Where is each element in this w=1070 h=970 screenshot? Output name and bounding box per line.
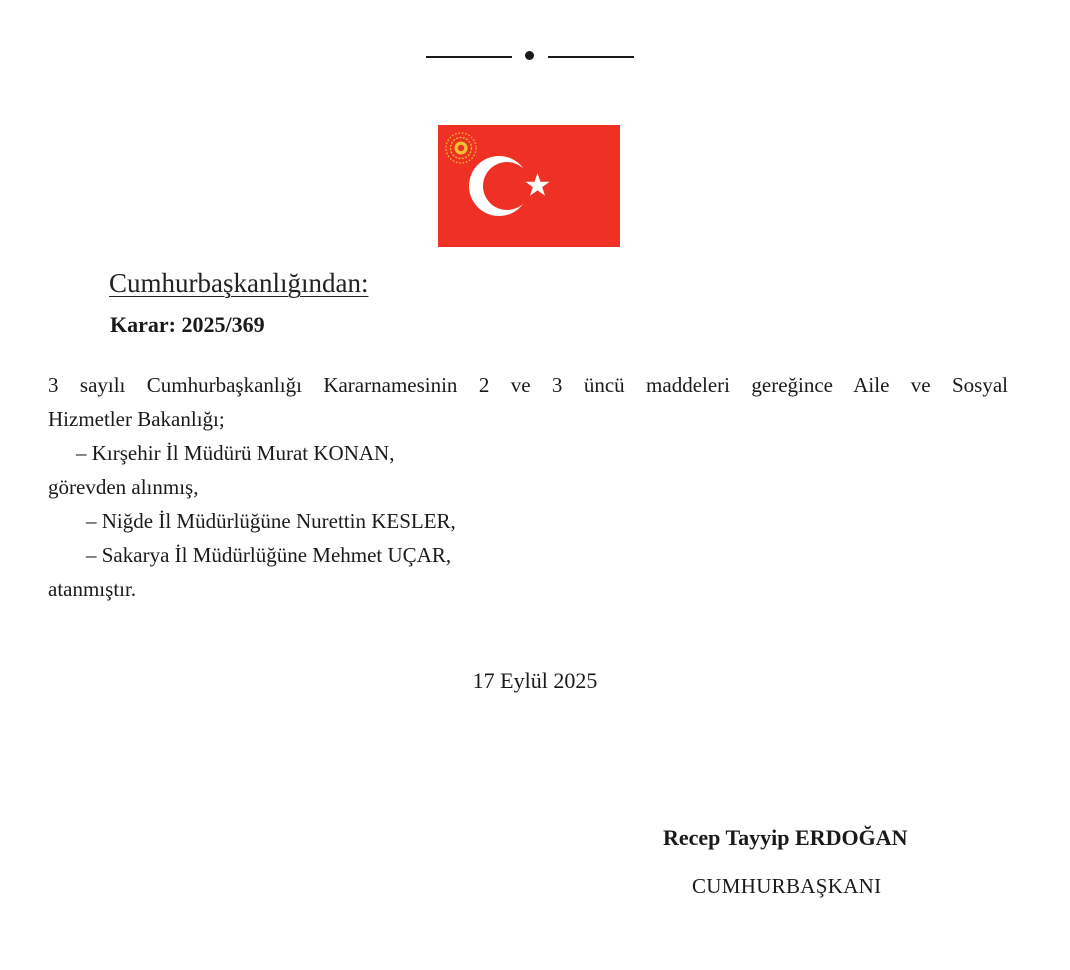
appointed-suffix: atanmıştır. [48, 577, 137, 601]
ornament-right-rule [548, 56, 634, 58]
signatory-name: Recep Tayyip ERDOĞAN [663, 825, 908, 850]
turkish-flag [438, 125, 620, 247]
decision-number: Karar: 2025/369 [110, 312, 265, 337]
decision-date: 17 Eylül 2025 [472, 668, 598, 693]
intro-line-1: 3 sayılı Cumhurbaşkanlığı Kararnamesinin 2 ve 3 üncü maddeleri gereğince Aile ve Sosyal [48, 373, 1008, 397]
signatory-title: CUMHURBAŞKANI [692, 874, 882, 898]
removed-suffix: görevden alınmış, [48, 475, 199, 499]
intro-line-2: Hizmetler Bakanlığı; [48, 407, 225, 431]
header-ornament [426, 44, 636, 64]
appointed-item: – Niğde İl Müdürlüğüne Nurettin KESLER, [86, 509, 456, 533]
ornament-dot [525, 51, 534, 60]
decision-body [48, 368, 1008, 606]
removed-item: – Kırşehir İl Müdürü Murat KONAN, [76, 441, 395, 465]
issuing-authority-heading: Cumhurbaşkanlığından: [109, 268, 369, 298]
ornament-left-rule [426, 56, 512, 58]
appointed-item: – Sakarya İl Müdürlüğüne Mehmet UÇAR, [86, 543, 452, 567]
